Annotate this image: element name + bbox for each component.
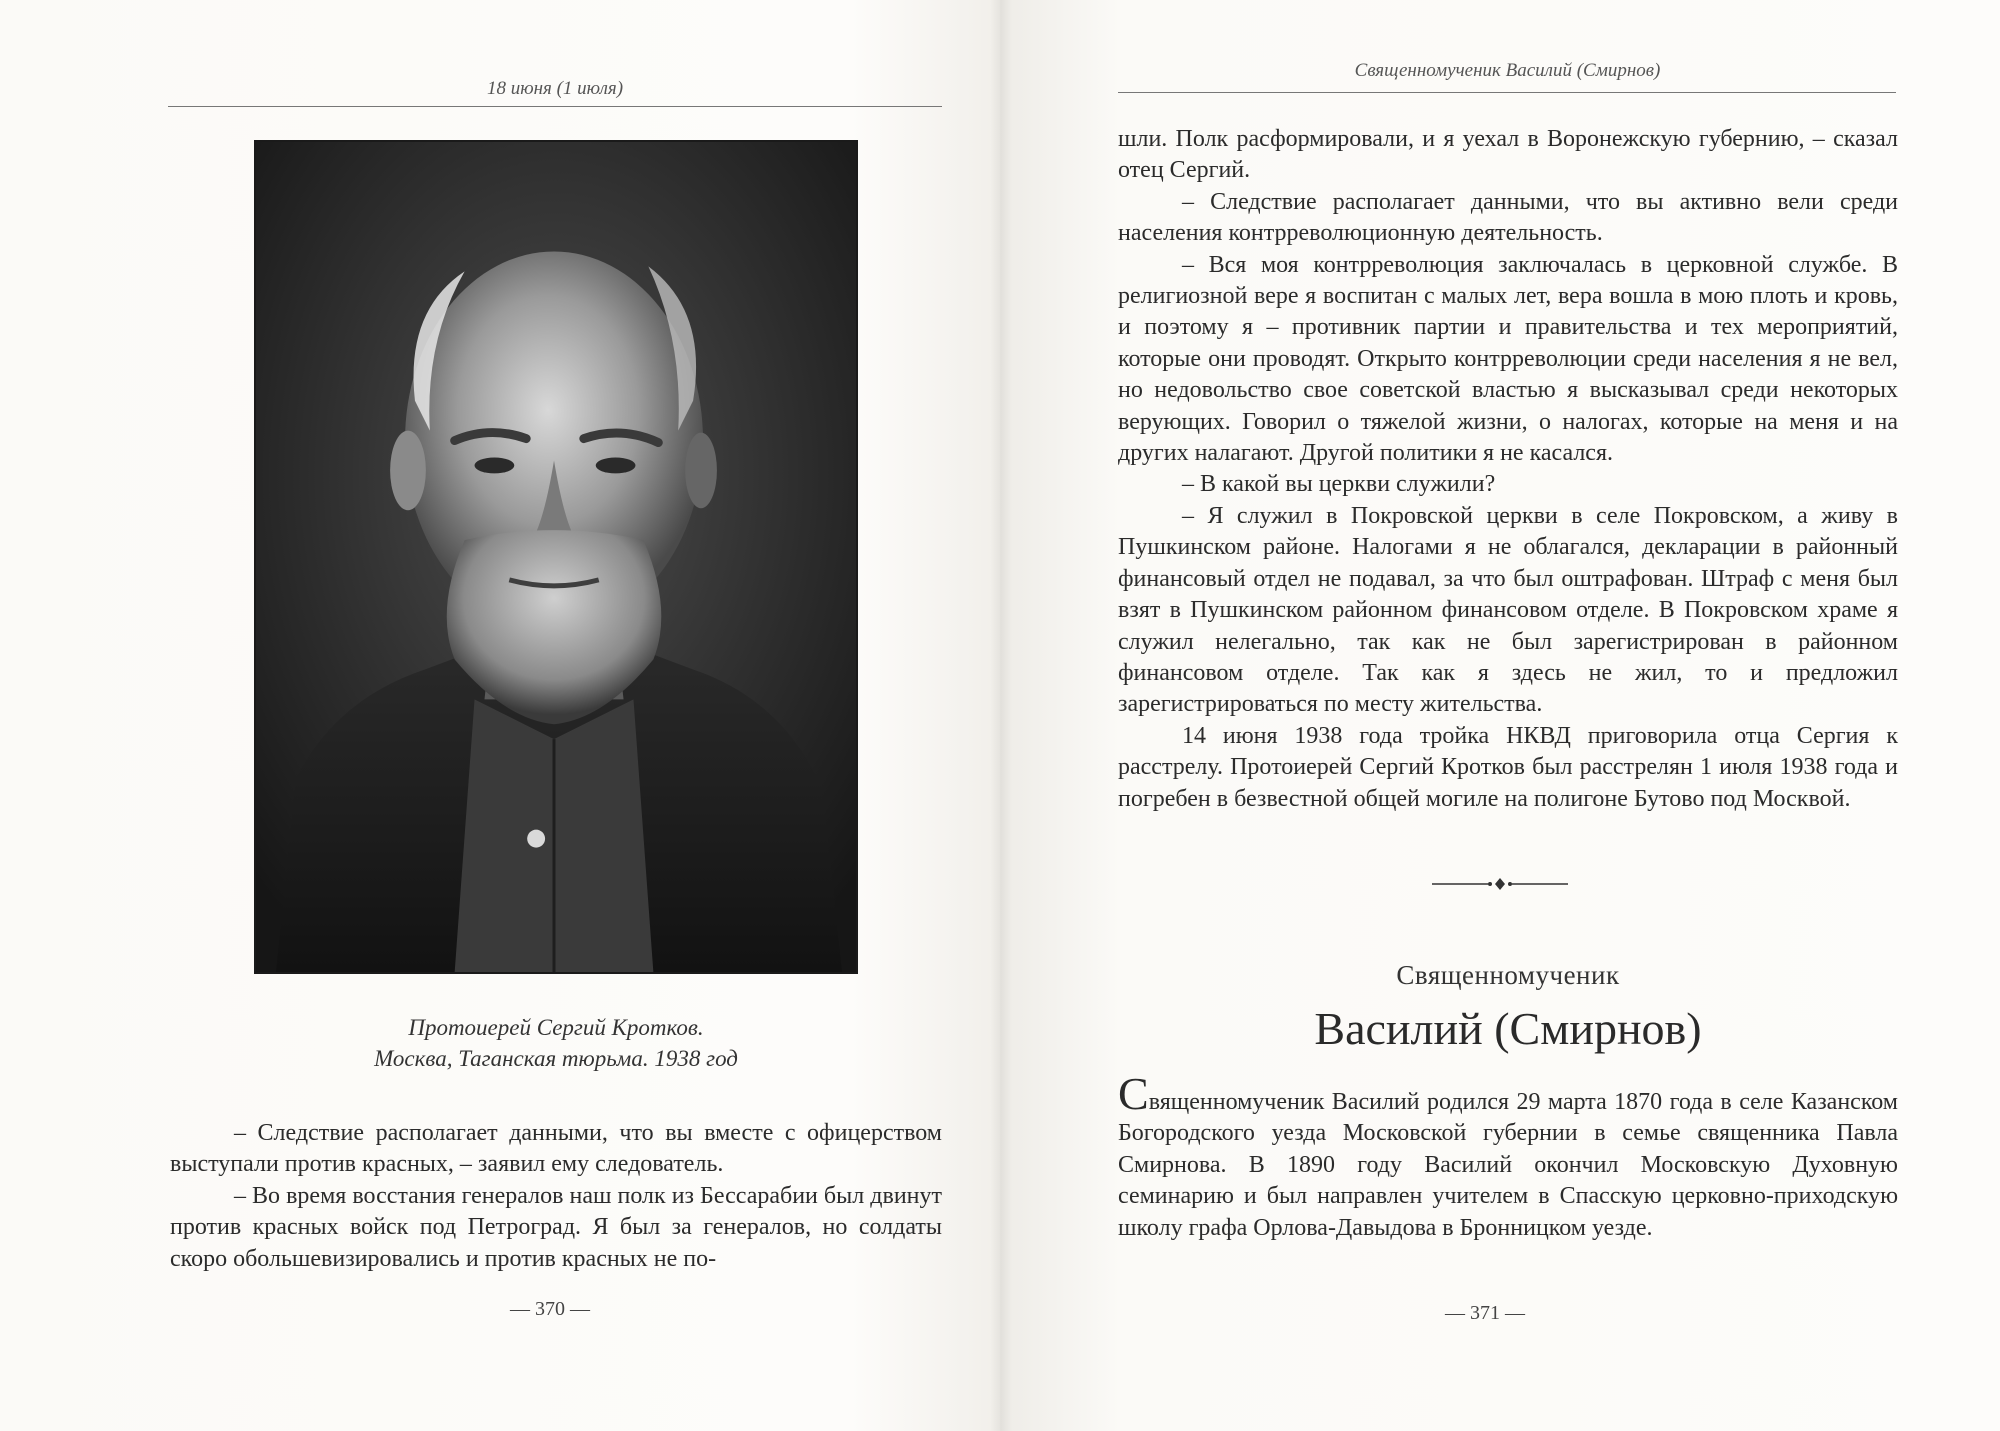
section-title: Василий (Смирнов) [1314, 1003, 1702, 1054]
left-page-number: — 370 — [510, 1298, 590, 1320]
photo-caption-line-2: Москва, Таганская тюрьма. 1938 год [374, 1046, 738, 1071]
paragraph: – Вся моя контрреволюция заключалась в церковной службе. В религиозной вере я воспитан с малых лет, вера вошла в мою плоть и кровь, и поэтому я – противник партии и правительства и тех мероприятий, которые они проводят. Открыто контрреволюции среди населения я не вел, но недовольство свое советской властью я высказывал среди некоторых верующих. Говорил о тяжелой жизни, о налогах, которые на меня и на других налагают. Другой политики я не касался. [1118, 251, 1898, 467]
section-kicker: Священномученик [1396, 960, 1620, 990]
left-header-rule [168, 106, 942, 107]
photo-caption-line-1: Протоиерей Сергий Кротков. [408, 1015, 704, 1040]
paragraph: – Во время восстания генералов наш полк из Бессарабии был двинут против красных войск под Петроград. Я был за генералов, но солдаты скоро обольшевизировались и против красных не по- [170, 1182, 942, 1272]
left-running-head: 18 июня (1 июля) [486, 78, 624, 99]
portrait-photo-icon [254, 140, 858, 974]
right-running-head: Священномученик Василий (Смирнов) [1354, 60, 1661, 81]
paragraph: – Следствие располагает данными, что вы активно вели среди населения контрреволюционную деятельность. [1118, 188, 1898, 247]
right-body-text [1118, 124, 1898, 815]
book-gutter [990, 0, 1012, 1431]
drop-cap: С [1118, 1068, 1149, 1119]
section-paragraph-text: вященномученик Василий родился 29 марта 1870 года в селе Казанском Богородского уезда Московской губернии в семье священника Павла Смирнова. В 1890 году Василий окончил Московскую Духовную семинарию и был направлен учителем в Спасскую церковно-приходскую школу графа Орлова-Давыдова в Бронницком уезде. [1118, 1089, 1898, 1241]
paragraph: шли. Полк расформировали, и я уехал в Воронежскую губернию, – сказал отец Сергий. [1118, 126, 1898, 184]
paragraph: – В какой вы церкви служили? [1182, 471, 1496, 498]
portrait-photo-drawing [256, 142, 856, 972]
section-body-text [1118, 1068, 1898, 1244]
paragraph: 14 июня 1938 года тройка НКВД приговорила отца Сергия к расстрелу. Протоиерей Сергий Кротков был расстрелян 1 июля 1938 года и погребен в безвестной общей могиле на полигоне Бутово под Москвой. [1118, 722, 1898, 812]
paragraph: – Я служил в Покровской церкви в селе Покровском, а живу в Пушкинском районе. Налогами я не облагался, декларации в районный финансовый отдел не подавал, за что был оштрафован. Штраф с меня был взят в Пушкинском районном финансовом отделе. В Покровском храме я служил нелегально, так как не был зарегистрирован в районном финансовом отделе. Так как я здесь не жил, то и предложил зарегистрироваться по месту жительства. [1118, 502, 1898, 718]
right-page-number: — 371 — [1445, 1302, 1525, 1324]
section-paragraph [1118, 1068, 1898, 1244]
left-body-text [170, 1118, 942, 1275]
right-header-rule [1118, 92, 1896, 93]
paragraph: – Следствие располагает данными, что вы вместе с офицерством выступали против красных, – заявил ему следователь. [170, 1120, 942, 1178]
section-divider-ornament-icon [1432, 874, 1568, 894]
